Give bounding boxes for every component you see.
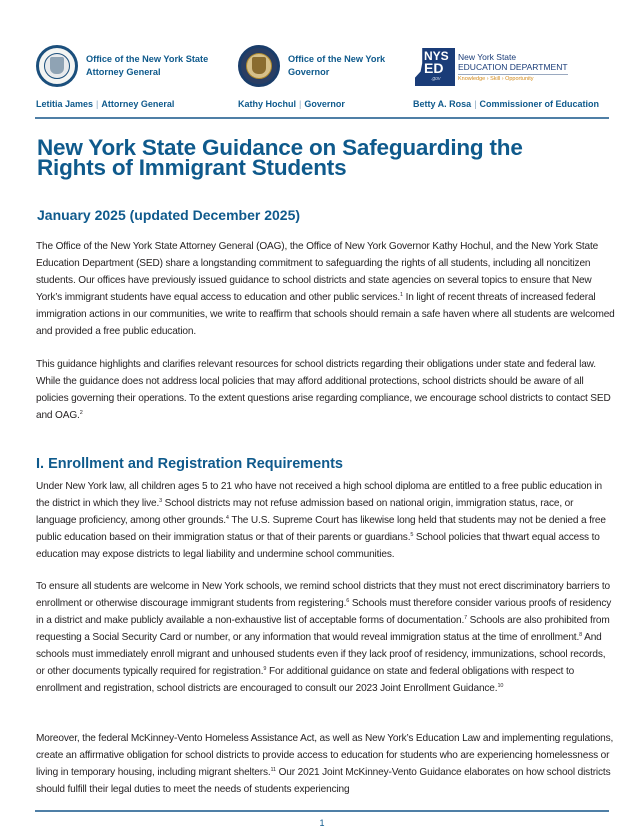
attorney-general-seal-icon [36,45,78,87]
footnote-ref[interactable]: 3 [159,498,163,504]
org-attorney-general [36,45,208,87]
footnote-ref[interactable]: 7 [464,615,468,621]
section-heading: I. Enrollment and Registration Requirements [36,456,343,472]
official-governor: Kathy Hochul | Governor [238,99,345,109]
footnote-ref[interactable]: 1 [400,292,403,298]
nysed-logo-icon: NYS ED .gov [415,48,455,86]
org-name: Office of the New York Governor [288,54,386,77]
document-date: January 2025 (updated December 2025) [37,207,301,223]
letterhead [0,0,644,120]
footnote-ref[interactable]: 9 [263,666,267,672]
footnote-ref[interactable]: 2 [79,410,83,416]
footnote-ref[interactable]: 8 [579,632,583,638]
official-attorney-general: Letitia James | Attorney General [36,99,175,109]
org-name: Office of the New York State Attorney General [86,54,209,77]
state-of-new-york-seal-icon [238,45,280,87]
official-commissioner: Betty A. Rosa | Commissioner of Education [413,99,600,109]
intro-paragraph-1: The Office of the New York State Attorney General (OAG), the Office of New York Governor Kathy Hochul, and the New York State Education Department (SED) share a longstanding commitment to safeguarding the rights of all students, including all noncitizen students. Our offices have previously issued guidance to school districts and state agencies on several topics to ensure that New York’s immigrant students have equal access to education and other public services.$^1$ In light of recent threats of increased federal immigration actions in our communities, we write to reaffirm that schools should remain a safe haven where all students are welcomed and provided a free public education. [36,241,615,337]
footnote-ref[interactable]: 10 [497,683,504,689]
section-1-paragraph-3: Moreover, the federal McKinney-Vento Homeless Assistance Act, as well as New York’s Education Law and implementing regulations, create an affirmative obligation for school districts to provide access to education for students who are experiencing homelessness or living in temporary housing, including migrant shelters.$^{11}$ Our 2021 Joint McKinney-Vento Guidance elaborates on how school districts should fulfill their legal duties to meet the needs of students experiencing [36,733,614,795]
footnote-ref[interactable]: 4 [225,515,229,521]
org-governor [238,45,385,87]
footnote-ref[interactable]: 6 [346,598,350,604]
nysed-wordmark: New York State EDUCATION DEPARTMENT Knowledge › Skill › Opportunity [458,52,568,82]
document-title: New York State Guidance on Safeguarding the Rights of Immigrant Students [37,135,523,180]
header-divider [35,117,609,119]
footnote-ref[interactable]: 11 [270,767,276,773]
page-number: 1 [319,818,325,828]
footnote-ref[interactable]: 5 [410,532,414,538]
footer-divider [35,810,609,812]
nysed-tagline: Knowledge › Skill › Opportunity [458,76,534,82]
section-1-paragraph-2: To ensure all students are welcome in New York schools, we remind school districts that they must not erect discriminatory barriers to enrollment or otherwise discourage immigrant students from registering.$^6$ Schools must therefore consider various proofs of residency in a district and make publicly available a non-exhaustive list of acceptable forms of documentation.$^7$ Schools are also prohibited from requesting a Social Security Card or number, or any information that would reveal immigration status at the time of enrollment.$^8$ And schools must immediately enroll migrant and unhoused students even if they lack proof of residency, immunizations, school records, or other documents typically required for registration.$^9$ For additional guidance on state and federal obligations with respect to enrollment and registration, school districts are encouraged to consult our 2023 Joint Enrollment Guidance.$^{10}$ [36,581,612,694]
section-1-paragraph-1: Under New York law, all children ages 5 to 21 who have not received a high school diploma are entitled to a free public education in the district in which they live.$^3$ School districts may not refuse admission based on national origin, immigration status, race, or language proficiency, among other grounds.$^4$ The U.S. Supreme Court has likewise long held that students may not be denied a free public education based on their immigration status or that of their parents or guardians.$^5$ School policies that thwart equal access to education may expose districts to legal liability and undermine school communities. [36,481,606,560]
intro-paragraph-2: This guidance highlights and clarifies relevant resources for school districts regarding their obligations under state and federal law. While the guidance does not address local policies that may afford additional protections, school districts should be aware of all policies governing their operations. To the extent questions arise regarding compliance, we encourage school districts to contact SED and OAG.$^2$ [36,359,611,421]
